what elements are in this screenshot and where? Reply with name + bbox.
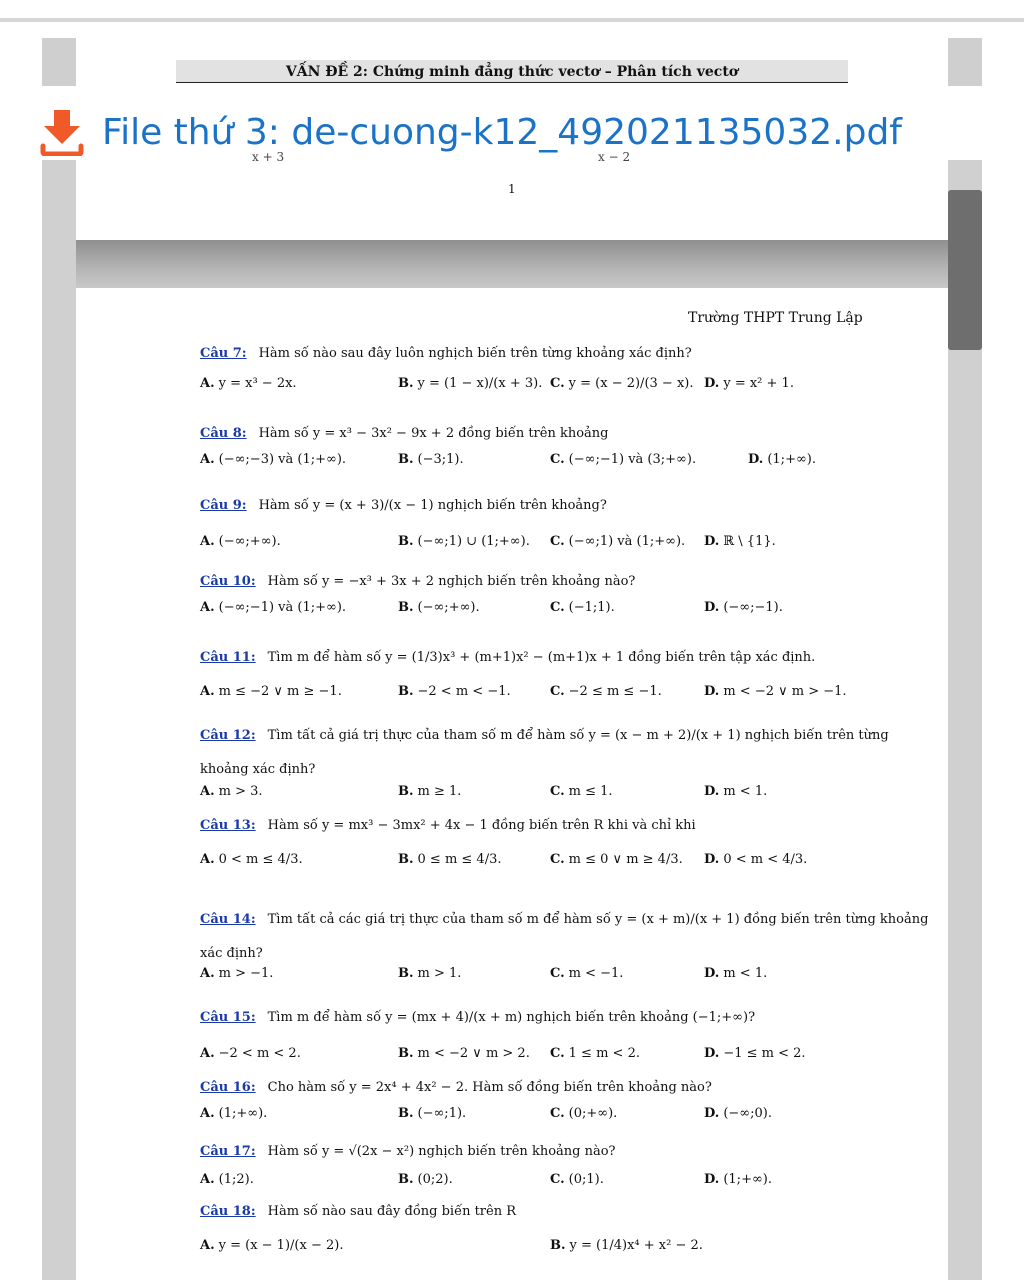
option-15c: C. 1 ≤ m < 2. (550, 1046, 640, 1061)
option-7b: B. y = (1 − x)/(x + 3). (398, 376, 543, 391)
viewer-left-gutter (42, 38, 76, 86)
question-16: Câu 16: Cho hàm số y = 2x⁴ + 4x² − 2. Hàm số đồng biến trên khoảng nào? (200, 1080, 712, 1095)
question-9: Câu 9: Hàm số y = (x + 3)/(x − 1) nghịch biến trên khoảng? (200, 498, 607, 513)
option-18b: B. y = (1/4)x⁴ + x² − 2. (550, 1238, 703, 1253)
option-17d: D. (1;+∞). (704, 1172, 772, 1187)
option-8b: B. (−3;1). (398, 452, 464, 467)
option-13b: B. 0 ≤ m ≤ 4/3. (398, 852, 502, 867)
option-10a: A. (−∞;−1) và (1;+∞). (200, 600, 347, 615)
download-icon[interactable] (40, 108, 84, 156)
option-16b: B. (−∞;1). (398, 1106, 467, 1121)
school-name: Trường THPT Trung Lập (688, 310, 863, 326)
option-8c: C. (−∞;−1) và (3;+∞). (550, 452, 697, 467)
page-separator (76, 240, 948, 288)
question-7: Câu 7: Hàm số nào sau đây luôn nghịch biến trên từng khoảng xác định? (200, 346, 692, 361)
option-12c: C. m ≤ 1. (550, 784, 613, 799)
question-12: Câu 12: Tìm tất cả giá trị thực của tham số m để hàm số y = (x − m + 2)/(x + 1) nghịch biến trên từng (200, 728, 889, 743)
question-18: Câu 18: Hàm số nào sau đây đồng biến trên R (200, 1204, 517, 1219)
option-12d: D. m < 1. (704, 784, 768, 799)
question-8: Câu 8: Hàm số y = x³ − 3x² − 9x + 2 đồng biến trên khoảng (200, 426, 609, 441)
option-11d: D. m < −2 ∨ m > −1. (704, 684, 847, 699)
question-15: Câu 15: Tìm m để hàm số y = (mx + 4)/(x + m) nghịch biến trên khoảng (−1;+∞)? (200, 1010, 756, 1025)
option-13c: C. m ≤ 0 ∨ m ≥ 4/3. (550, 852, 683, 867)
option-7a: A. y = x³ − 2x. (200, 376, 297, 391)
scrollbar-thumb[interactable] (948, 190, 982, 350)
option-15d: D. −1 ≤ m < 2. (704, 1046, 806, 1061)
option-12b: B. m ≥ 1. (398, 784, 462, 799)
question-12-continued: khoảng xác định? (200, 762, 316, 777)
option-10b: B. (−∞;+∞). (398, 600, 480, 615)
page1-header: VẤN ĐỀ 2: Chứng minh đẳng thức vectơ – Phân tích vectơ (176, 60, 848, 83)
option-12a: A. m > 3. (200, 784, 263, 799)
option-8d: D. (1;+∞). (748, 452, 816, 467)
question-11: Câu 11: Tìm m để hàm số y = (1/3)x³ + (m+1)x² − (m+1)x + 1 đồng biến trên tập xác định. (200, 650, 816, 665)
viewer-right-gutter (948, 38, 982, 86)
option-17b: B. (0;2). (398, 1172, 453, 1187)
option-14b: B. m > 1. (398, 966, 462, 981)
option-14c: C. m < −1. (550, 966, 624, 981)
file-banner[interactable] (40, 104, 902, 160)
page1-fragment-right: x − 2 (598, 150, 631, 164)
question-17: Câu 17: Hàm số y = √(2x − x²) nghịch biến trên khoảng nào? (200, 1144, 616, 1159)
option-17a: A. (1;2). (200, 1172, 254, 1187)
option-16d: D. (−∞;0). (704, 1106, 772, 1121)
option-16a: A. (1;+∞). (200, 1106, 268, 1121)
option-13d: D. 0 < m < 4/3. (704, 852, 808, 867)
option-13a: A. 0 < m ≤ 4/3. (200, 852, 303, 867)
option-9b: B. (−∞;1) ∪ (1;+∞). (398, 534, 530, 549)
option-14d: D. m < 1. (704, 966, 768, 981)
option-15a: A. −2 < m < 2. (200, 1046, 301, 1061)
page1-fragment-left: x + 3 (252, 150, 285, 164)
file-name-label[interactable]: File thứ 3: de-cuong-k12_492021135032.pdf (102, 111, 902, 153)
option-9a: A. (−∞;+∞). (200, 534, 281, 549)
viewer-top-border (0, 18, 1024, 22)
option-9c: C. (−∞;1) và (1;+∞). (550, 534, 686, 549)
option-10d: D. (−∞;−1). (704, 600, 783, 615)
option-10c: C. (−1;1). (550, 600, 615, 615)
option-16c: C. (0;+∞). (550, 1106, 618, 1121)
question-13: Câu 13: Hàm số y = mx³ − 3mx² + 4x − 1 đồng biến trên R khi và chỉ khi (200, 818, 696, 833)
question-10: Câu 10: Hàm số y = −x³ + 3x + 2 nghịch biến trên khoảng nào? (200, 574, 636, 589)
option-14a: A. m > −1. (200, 966, 274, 981)
question-14: Câu 14: Tìm tất cả các giá trị thực của tham số m để hàm số y = (x + m)/(x + 1) đồng biến trên từng khoảng (200, 912, 929, 927)
option-17c: C. (0;1). (550, 1172, 604, 1187)
option-9d: D. ℝ \ {1}. (704, 534, 776, 549)
option-8a: A. (−∞;−3) và (1;+∞). (200, 452, 347, 467)
option-11a: A. m ≤ −2 ∨ m ≥ −1. (200, 684, 342, 699)
question-14-continued: xác định? (200, 946, 263, 961)
option-18a: A. y = (x − 1)/(x − 2). (200, 1238, 344, 1253)
option-11c: C. −2 ≤ m ≤ −1. (550, 684, 662, 699)
option-7d: D. y = x² + 1. (704, 376, 794, 391)
page-number: 1 (508, 182, 516, 196)
viewer-left-margin (42, 160, 76, 1280)
option-7c: C. y = (x − 2)/(3 − x). (550, 376, 694, 391)
option-15b: B. m < −2 ∨ m > 2. (398, 1046, 530, 1061)
option-11b: B. −2 < m < −1. (398, 684, 511, 699)
